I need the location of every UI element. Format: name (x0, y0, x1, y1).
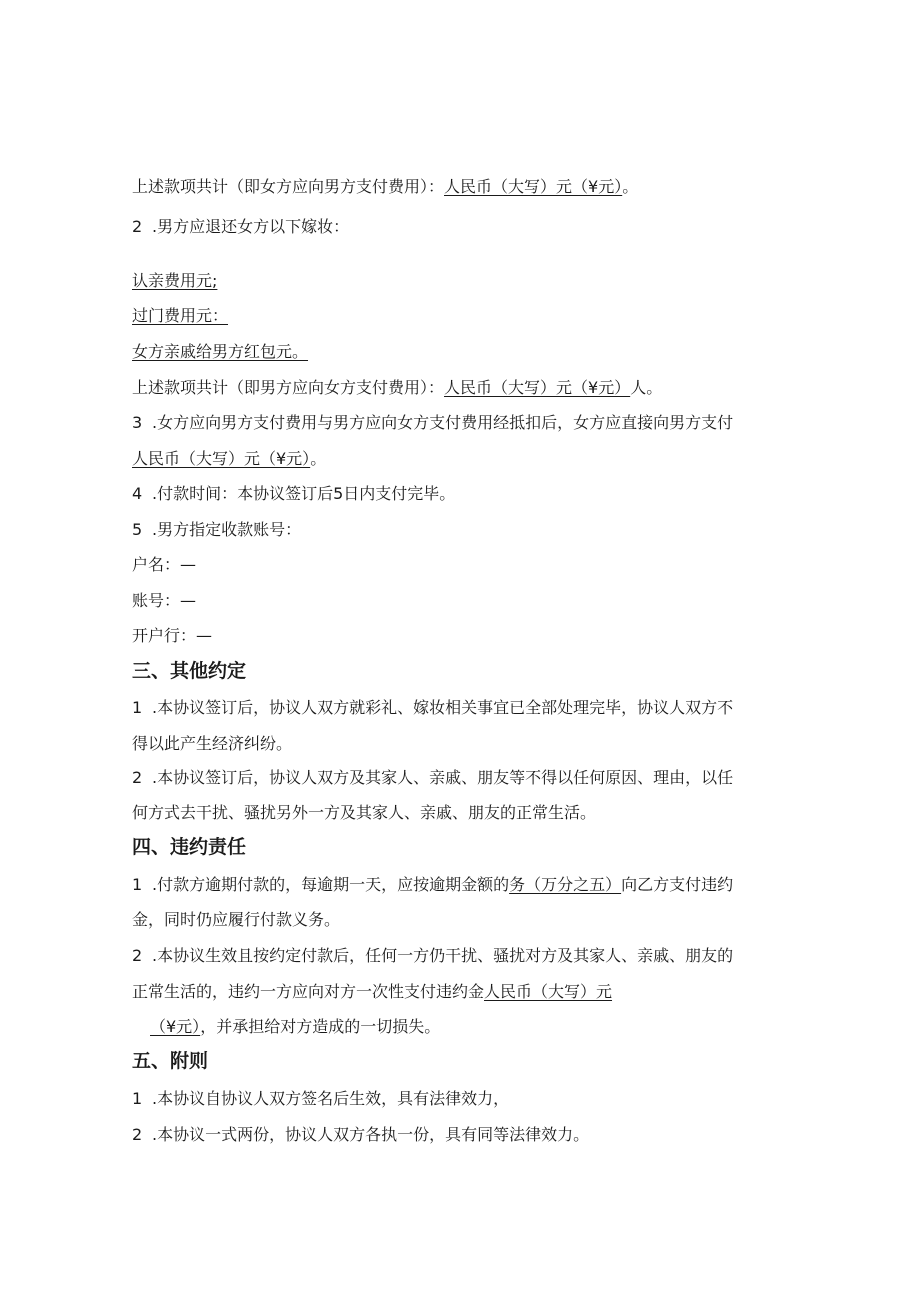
amount-blank: 人民币（大写）元（¥元） (132, 449, 311, 468)
clause-4-1-cont: 金，同时仍应履行付款义务。 (132, 910, 341, 929)
total-label: 上述款项共计（即女方应向男方支付费用）： (132, 177, 445, 196)
clause-4-1: 1 .付款方逾期付款的，每逾期一天，应按逾期金额的务（万分之五）向乙方支付违约 (132, 875, 734, 894)
clause-2-5 (132, 520, 301, 540)
clause-3-1 (132, 698, 733, 718)
clause-number: 2 (132, 217, 143, 236)
amount-blank: 人民币（大写）元（¥元） (444, 378, 631, 397)
account-number: 账号：— (132, 591, 197, 610)
clause-5-2 (132, 1125, 589, 1145)
account-name: 户名：— (132, 555, 197, 574)
amount-blank: 人民币（大写）元 (484, 982, 613, 1001)
clause-5-1 (132, 1089, 509, 1109)
section-4-heading: 四、违约责任 (132, 836, 247, 858)
clause-text: .本协议生效且按约定付款后，任何一方仍干扰、骚扰对方及其家人、亲戚、朋友的 (152, 946, 734, 965)
dowry-item-2: 过门费用元： (132, 306, 229, 325)
clause-4-2-cont2: （¥元），并承担给对方造成的一切损失。 (150, 1017, 441, 1036)
clause-number: 5 (132, 520, 143, 539)
clause-text: .女方应向男方支付费用与男方应向女方支付费用经抵扣后，女方应直接向男方支付 (152, 413, 734, 432)
total-male-to-female-line: 上述款项共计（即男方应向女方支付费用）：人民币（大写）元（¥元）人。 (132, 378, 663, 397)
clause-2-3-cont: 人民币（大写）元（¥元）。 (132, 449, 327, 468)
amount-blank: （¥元） (150, 1017, 201, 1036)
clause-2-2 (132, 217, 349, 237)
clause-number: 2 (132, 946, 143, 965)
clause-text: .男方指定收款账号： (152, 520, 302, 539)
clause-number: 1 (132, 698, 143, 717)
total-label: 上述款项共计（即男方应向女方支付费用）： (132, 378, 445, 397)
clause-number: 1 (132, 1089, 143, 1108)
dowry-item-1: 认亲费用元; (132, 271, 218, 290)
clause-number: 4 (132, 484, 143, 503)
clause-2-3 (132, 413, 733, 433)
clause-text: .本协议自协议人双方签名后生效，具有法律效力， (152, 1089, 510, 1108)
section-3-heading: 三、其他约定 (132, 660, 247, 682)
clause-3-1-cont: 得以此产生经济纠纷。 (132, 734, 293, 753)
clause-3-2 (132, 768, 733, 788)
clause-4-2 (132, 946, 733, 966)
amount-blank: 人民币（大写）元（¥元） (444, 177, 623, 196)
rate-blank: 务（万分之五） (509, 875, 622, 894)
clause-number: 3 (132, 413, 143, 432)
clause-3-2-cont: 何方式去干扰、骚扰另外一方及其家人、亲戚、朋友的正常生活。 (132, 803, 597, 822)
clause-text: .本协议一式两份，协议人双方各执一份，具有同等法律效力。 (152, 1125, 590, 1144)
clause-text: .本协议签订后，协议人双方及其家人、亲戚、朋友等不得以任何原因、理由，以任 (152, 768, 734, 787)
clause-number: 1 (132, 875, 143, 894)
clause-number: 2 (132, 768, 143, 787)
account-bank: 开户行：— (132, 626, 213, 645)
clause-2-4 (132, 484, 455, 504)
dowry-item-3: 女方亲戚给男方红包元。 (132, 342, 309, 361)
total-female-to-male-line: 上述款项共计（即女方应向男方支付费用）：人民币（大写）元（¥元）。 (132, 177, 639, 196)
clause-number: 2 (132, 1125, 143, 1144)
clause-text: .付款方逾期付款的，每逾期一天，应按逾期金额的 (152, 875, 510, 894)
clause-text: .男方应退还女方以下嫁妆： (152, 217, 350, 236)
clause-text: .本协议签订后，协议人双方就彩礼、嫁妆相关事宜已全部处理完毕，协议人双方不 (152, 698, 734, 717)
section-5-heading: 五、附则 (132, 1050, 209, 1072)
clause-text: .付款时间：本协议签订后5日内支付完毕。 (152, 484, 456, 503)
clause-4-2-cont: 正常生活的，违约一方应向对方一次性支付违约金人民币（大写）元 (132, 982, 613, 1001)
